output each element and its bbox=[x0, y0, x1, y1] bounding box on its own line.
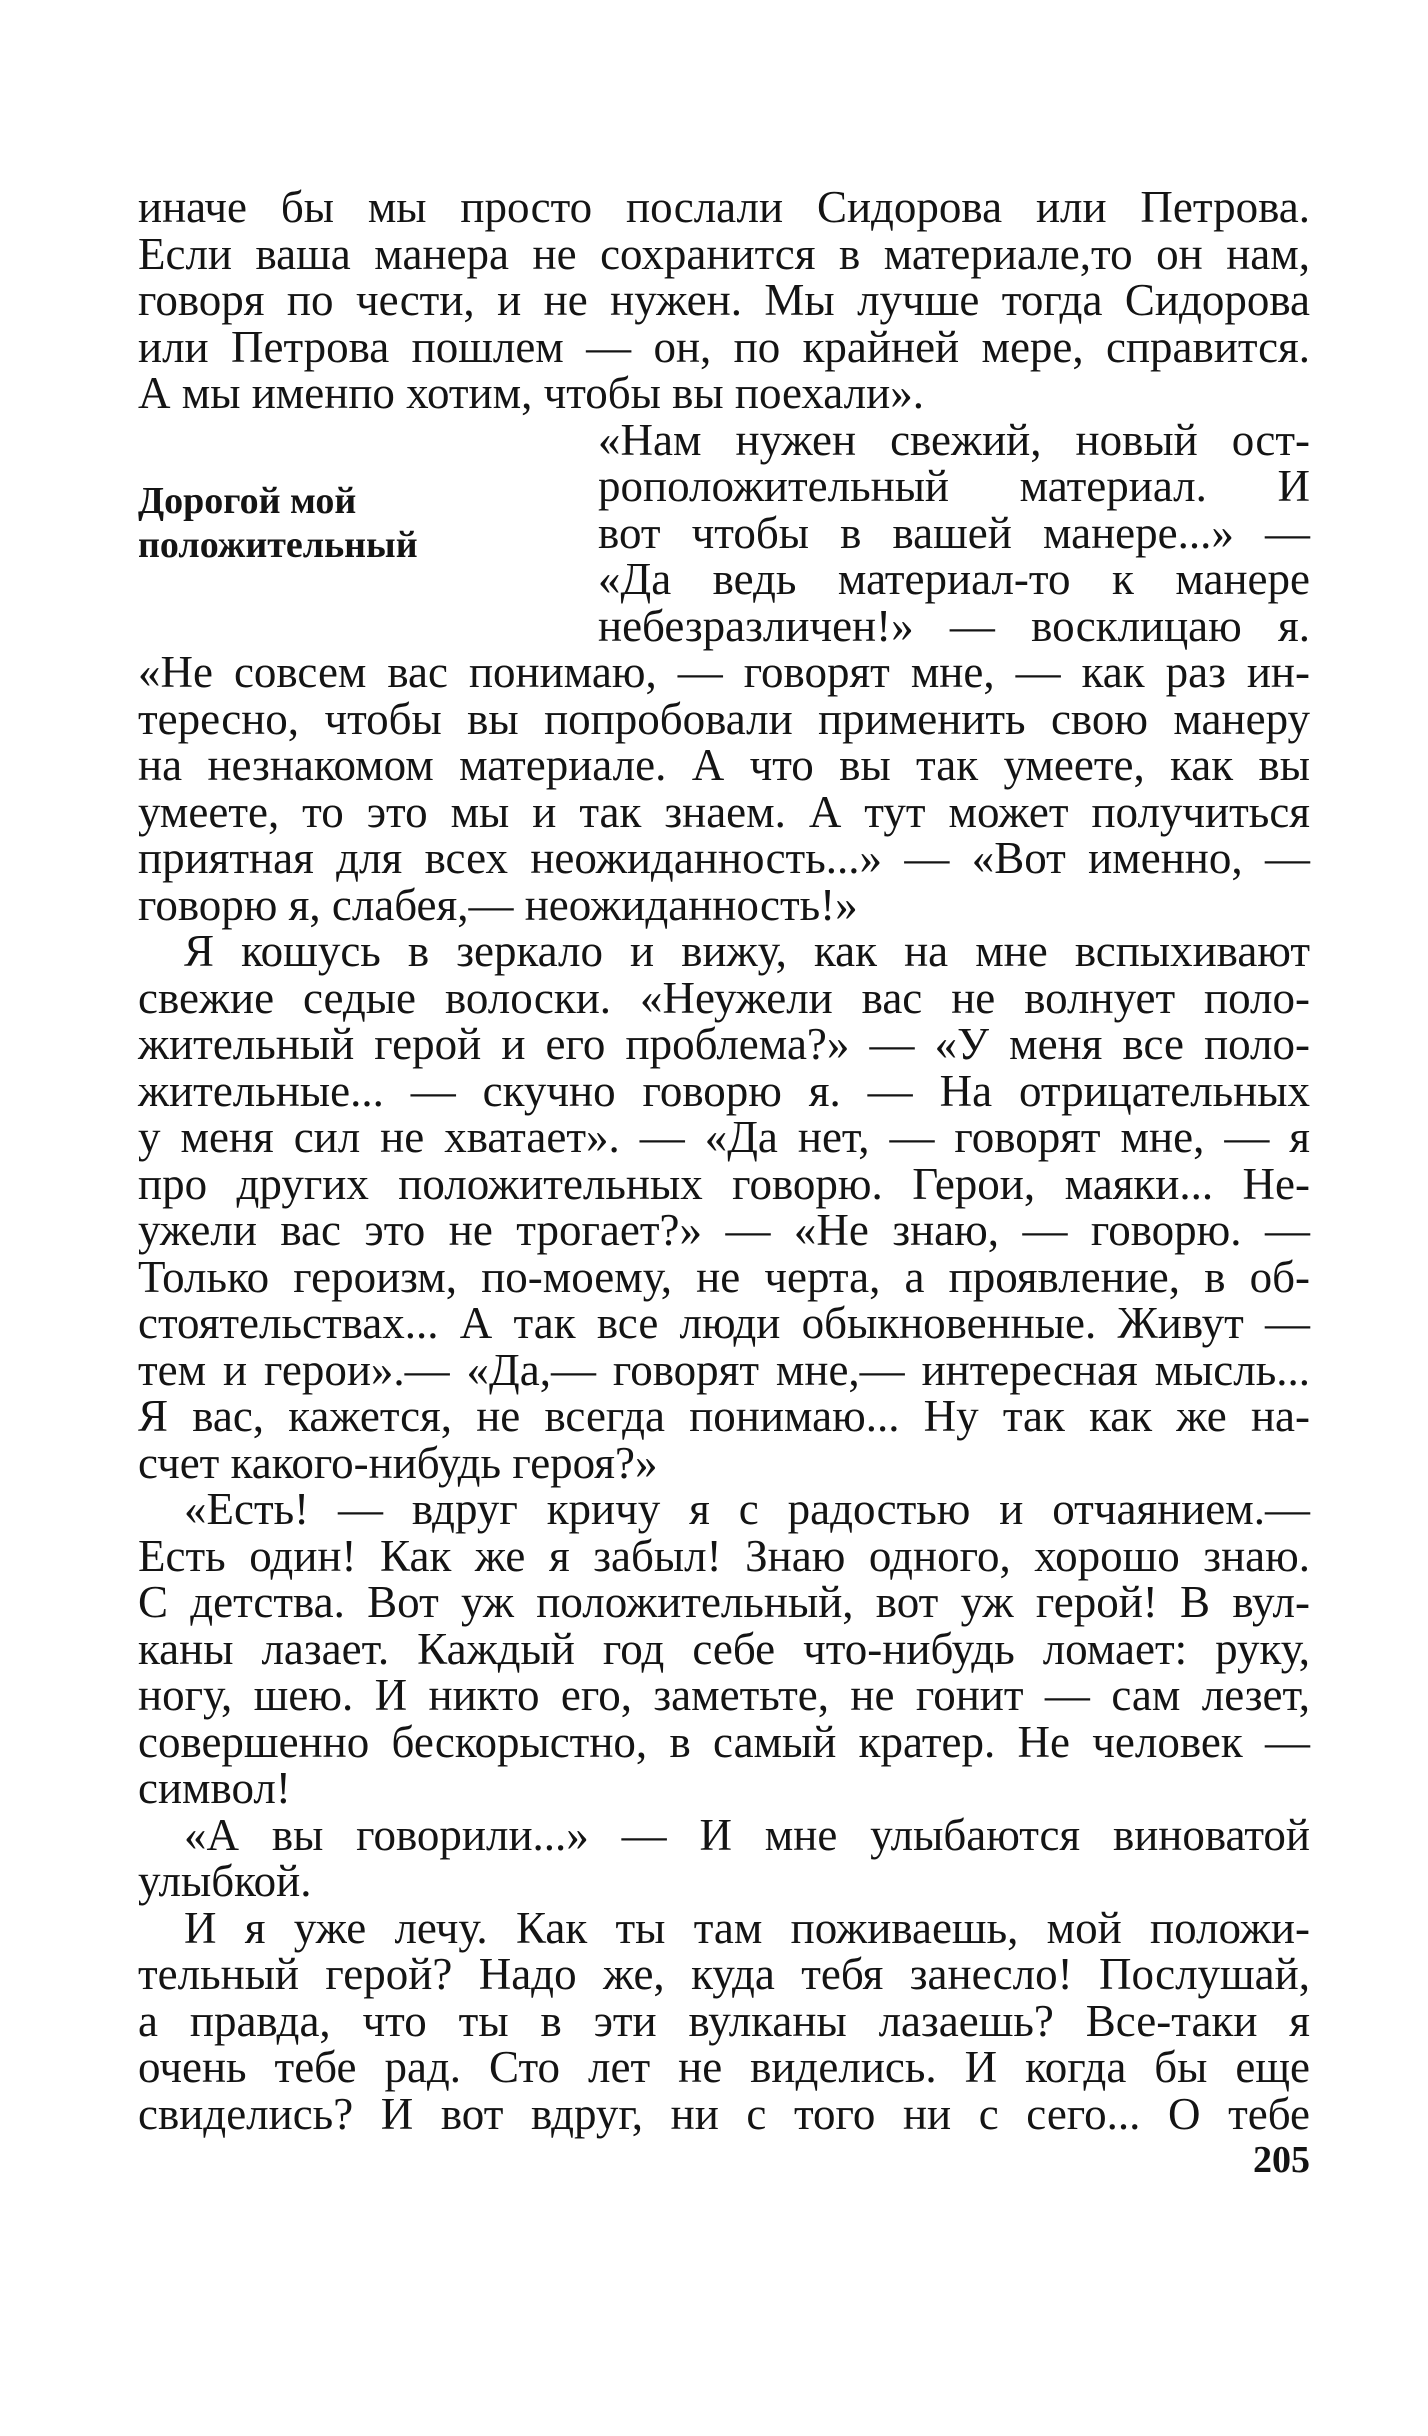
text-line: символ! bbox=[138, 1763, 291, 1813]
text-line: Я вас, кажется, не всегда понимаю... Ну так как же на- bbox=[138, 1391, 1310, 1441]
text-line: Есть один! Как же я забыл! Знаю одного, хорошо знаю. bbox=[138, 1530, 1310, 1581]
section-heading-line: Дорогой мой bbox=[138, 479, 357, 522]
paragraph bbox=[138, 1809, 1310, 1906]
text-line: говоря по чести, и не нужен. Мы лучше тогда Сидорова bbox=[138, 275, 1310, 325]
text-line: небезразличен!» — восклицаю я. bbox=[598, 600, 1310, 651]
text-line: стоятельствах... А так все люди обыкновенные. Живут — bbox=[138, 1298, 1310, 1348]
text-line: Только героизм, по-моему, не черта, а проявление, в об- bbox=[138, 1251, 1310, 1302]
text-line: И я уже лечу. Как ты там поживаешь, мой положи- bbox=[184, 1902, 1310, 1953]
text-line: тельный герой? Надо же, куда тебя занесло! Послушай, bbox=[138, 1949, 1310, 1999]
text-line: тересно, чтобы вы попробовали применить свою манеру bbox=[138, 693, 1310, 744]
text-line: умеете, то это мы и так знаем. А тут может получиться bbox=[138, 786, 1310, 837]
text-line: С детства. Вот уж положительный, вот уж герой! В вул- bbox=[138, 1577, 1310, 1627]
text-line: свиделись? И вот вдруг, ни с того ни с сего... О тебе bbox=[138, 2088, 1310, 2139]
text-line: счет какого-нибудь героя?» bbox=[138, 1437, 658, 1488]
text-line: а правда, что ты в эти вулканы лазаешь? Все-таки я bbox=[138, 1995, 1310, 2046]
text-line: А мы именпо хотим, чтобы вы поехали». bbox=[138, 368, 924, 418]
text-line: «Нам нужен свежий, новый ост- bbox=[598, 414, 1310, 465]
page-number: 205 bbox=[1253, 2139, 1310, 2181]
text-line: приятная для всех неожиданность...» — «Вот именно, — bbox=[138, 833, 1310, 883]
text-line: свежие седые волоски. «Неужели вас не волнует поло- bbox=[138, 972, 1310, 1023]
text-line: совершенно бескорыстно, в самый кратер. Не человек — bbox=[138, 1716, 1310, 1767]
text-line: жительный герой и его проблема?» — «У меня все поло- bbox=[138, 1019, 1310, 1069]
paragraph bbox=[138, 928, 1310, 1486]
text-line: очень тебе рад. Сто лет не виделись. И когда бы еще bbox=[138, 2042, 1310, 2092]
section-heading-line: положительный bbox=[138, 523, 418, 566]
text-line: роположительный материал. И bbox=[598, 461, 1310, 511]
text-line: про других положительных говорю. Герои, маяки... Не- bbox=[138, 1158, 1310, 1209]
text-line: каны лазает. Каждый год себе что-нибудь ломает: руку, bbox=[138, 1623, 1310, 1674]
text-line: говорю я, слабея,— неожиданность!» bbox=[138, 879, 858, 930]
paragraph bbox=[138, 1486, 1310, 1812]
paragraph bbox=[138, 649, 1310, 928]
text-line: «Да ведь материал-то к манере bbox=[598, 554, 1310, 604]
paragraph bbox=[138, 1902, 1310, 2139]
text-line: ужели вас это не трогает?» — «Не знаю, — говорю. — bbox=[138, 1205, 1310, 1255]
text-line: вот чтобы в вашей манере...» — bbox=[598, 507, 1310, 558]
text-line: ногу, шею. И никто его, заметьте, не гонит — сам лезет, bbox=[138, 1670, 1310, 1720]
text-line: Я кошусь в зеркало и вижу, как на мне вспыхивают bbox=[184, 926, 1310, 976]
text-line: иначе бы мы просто послали Сидорова или Петрова. bbox=[138, 182, 1310, 232]
book-page bbox=[138, 184, 1310, 2137]
text-line: улыбкой. bbox=[138, 1856, 312, 1906]
text-line: на незнакомом материале. А что вы так умеете, как вы bbox=[138, 740, 1310, 790]
text-line: жительные... — скучно говорю я. — На отрицательных bbox=[138, 1065, 1310, 1116]
text-line: «Есть! — вдруг кричу я с радостью и отчаянием.— bbox=[184, 1484, 1310, 1534]
text-line: «Не совсем вас понимаю, — говорят мне, — как раз ин- bbox=[138, 647, 1310, 697]
section-start bbox=[138, 414, 1310, 651]
text-line: у меня сил не хватает». — «Да нет, — говорят мне, — я bbox=[138, 1112, 1310, 1162]
text-line: Если ваша манера не сохранится в материале,то он нам, bbox=[138, 228, 1310, 279]
text-line: тем и герои».— «Да,— говорят мне,— интересная мысль... bbox=[138, 1344, 1310, 1395]
section-intro bbox=[598, 414, 1310, 651]
section-heading bbox=[138, 417, 598, 567]
text-line: «А вы говорили...» — И мне улыбаются виноватой bbox=[184, 1809, 1310, 1860]
opening-paragraph bbox=[138, 184, 1310, 417]
text-line: или Петрова пошлем — он, по крайней мере, справится. bbox=[138, 321, 1310, 372]
